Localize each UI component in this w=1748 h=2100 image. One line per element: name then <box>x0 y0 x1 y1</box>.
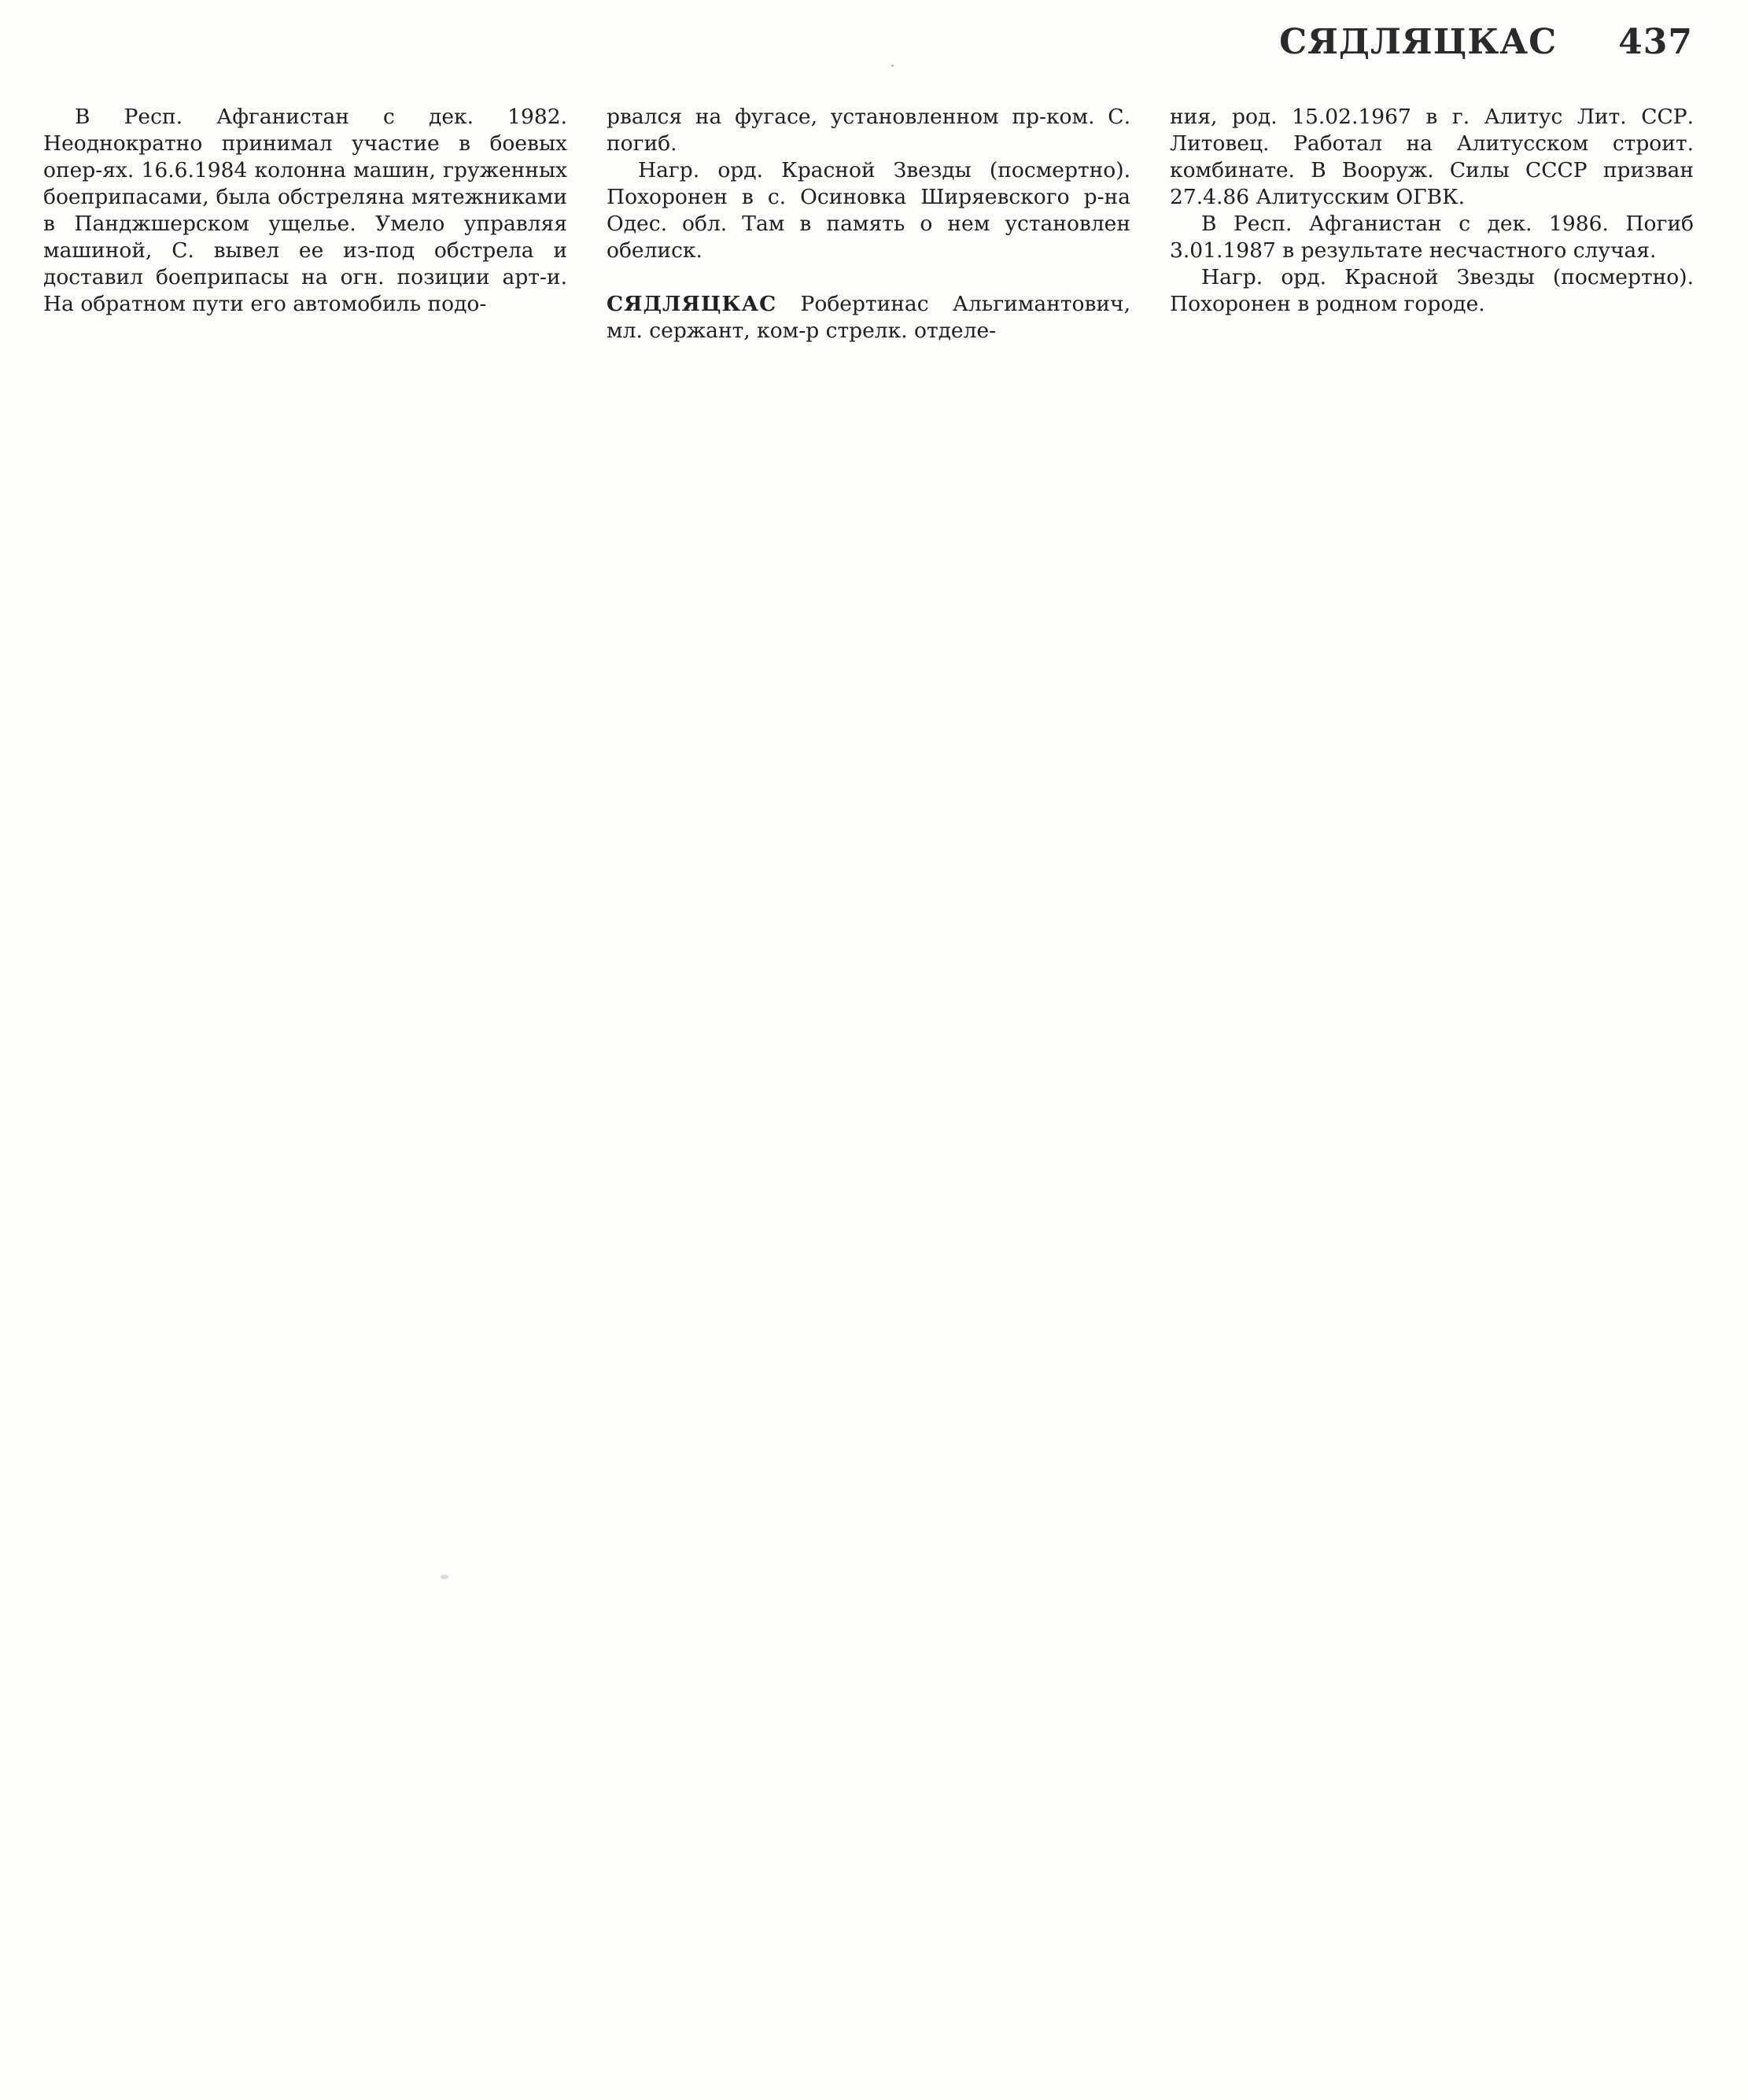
column-left <box>43 104 567 344</box>
running-head <box>1279 22 1693 62</box>
entry-headword: СЯДЛЯЦКАС <box>607 292 777 316</box>
entry-text: Робертинас Альгимантович, мл. сержант, ком-р стрелк. отделе- <box>607 292 1130 343</box>
paragraph: В Респ. Афганистан с дек. 1982. Неоднократно принимал участие в боевых опер-ях. 16.6.1984 колонна машин, груженных боеприпасами, была обстреляна мятежниками в Панджшерском ущелье. Умело управляя машиной, С. вывел ее из-под обстрела и доставил боеприпасы на огн. позиции арт-и. На обратном пути его автомобиль подо- <box>43 105 567 316</box>
paragraph: В Респ. Афганистан с дек. 1986. Погиб 3.01.1987 в результате несчастного случая. <box>1170 212 1694 263</box>
page-number: 437 <box>1618 22 1693 62</box>
entry-start <box>607 291 1130 344</box>
column-right <box>1170 104 1694 344</box>
text-columns <box>43 104 1695 344</box>
paragraph: Нагр. орд. Красной Звезды (посмертно). Похоронен в родном городе. <box>1170 265 1694 316</box>
column-middle <box>607 104 1130 344</box>
scan-speck <box>891 64 894 67</box>
paragraph-continuation: рвался на фугасе, установленном пр-ком. С. погиб. <box>607 105 1130 156</box>
paragraph: Нагр. орд. Красной Звезды (посмертно). Похоронен в с. Осиновка Ширяевского р-на Одес. обл. Там в память о нем установлен обелиск. <box>607 158 1130 263</box>
running-title: СЯДЛЯЦКАС <box>1279 22 1558 62</box>
paragraph-continuation: ния, род. 15.02.1967 в г. Алитус Лит. ССР. Литовец. Работал на Алитусском строит. комбинате. В Вооруж. Силы СССР призван 27.4.86 Алитусским ОГВК. <box>1170 105 1694 209</box>
scan-speck <box>441 1575 448 1579</box>
